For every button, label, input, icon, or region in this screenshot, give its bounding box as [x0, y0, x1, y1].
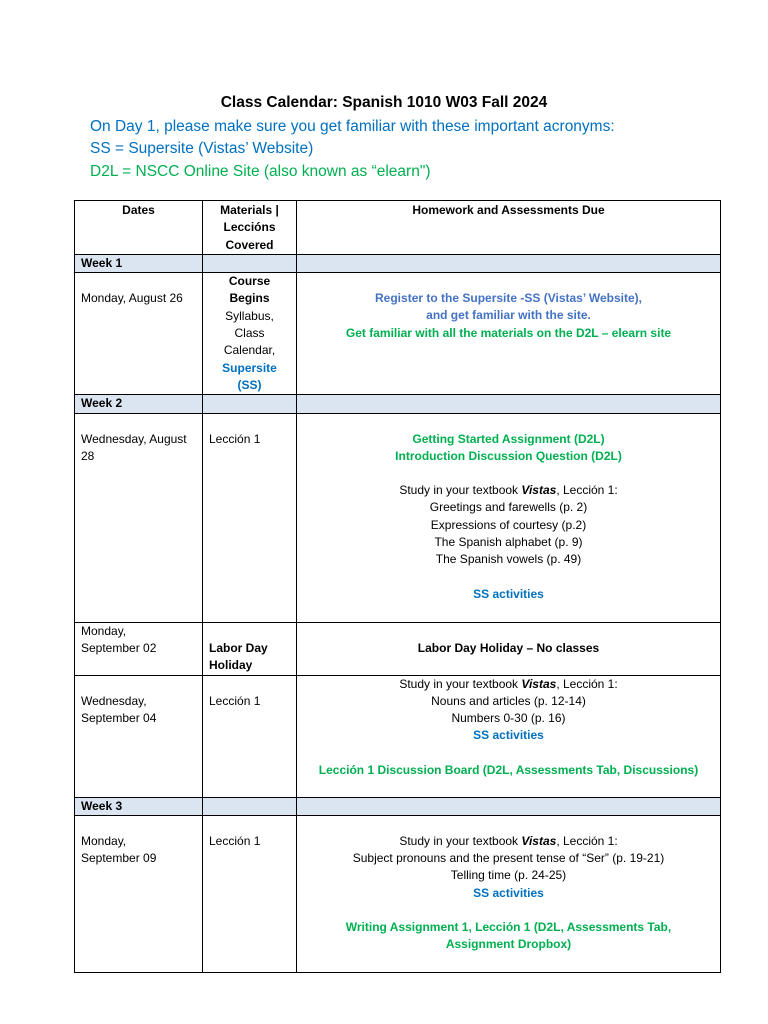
- header-materials-line: Leccións: [223, 220, 276, 235]
- date-text: Wednesday,: [81, 693, 147, 708]
- topic-text: Greetings and farewells (p. 2): [429, 500, 588, 515]
- week-label: Week 2: [75, 395, 203, 413]
- homework-text: Get familiar with all the materials on the D2L – elearn site: [345, 325, 672, 340]
- materials-cell: [203, 413, 297, 622]
- study-text: Study in your textbook: [399, 483, 522, 498]
- header-dates: [75, 201, 203, 255]
- week-label: Week 3: [75, 797, 203, 815]
- homework-text: and get familiar with the site.: [426, 308, 591, 323]
- ss-activities-link[interactable]: SS activities: [473, 728, 544, 743]
- homework-text: Assignment Dropbox): [445, 937, 572, 952]
- header-materials-line: Covered: [225, 237, 274, 252]
- date-cell: [75, 413, 203, 622]
- materials-text: Calendar,: [223, 343, 276, 358]
- date-cell: [75, 273, 203, 395]
- header-materials: [203, 201, 297, 255]
- date-cell: [75, 622, 203, 675]
- table-row: [75, 273, 721, 395]
- date-cell: [75, 675, 203, 797]
- study-text: Study in your textbook: [399, 676, 522, 691]
- table-row: [75, 815, 721, 972]
- topic-text: The Spanish vowels (p. 49): [435, 552, 582, 567]
- week-cell-empty: [297, 254, 721, 272]
- study-text: , Lección 1:: [556, 676, 618, 691]
- intro-line-acronyms: On Day 1, please make sure you get familiar with these important acronyms:: [90, 118, 615, 135]
- table-row: [75, 622, 721, 675]
- header-homework-text: Homework and Assessments Due: [412, 203, 605, 217]
- table-header-row: [75, 201, 721, 255]
- homework-cell: [297, 815, 721, 972]
- topic-text: Numbers 0-30 (p. 16): [451, 711, 566, 726]
- materials-text: Labor Day: [209, 640, 268, 655]
- topic-text: Subject pronouns and the present tense of “Ser” (p. 19-21): [352, 851, 665, 866]
- materials-text: Lección 1: [209, 833, 261, 848]
- materials-text: Holiday: [209, 657, 253, 672]
- study-text: Study in your textbook: [399, 833, 522, 848]
- date-text: Wednesday, August: [81, 431, 187, 446]
- study-line: [303, 833, 714, 850]
- study-text: , Lección 1:: [556, 483, 618, 498]
- textbook-title: Vistas: [521, 833, 557, 848]
- header-materials-line: Materials |: [220, 203, 279, 217]
- week-cell-empty: [203, 395, 297, 413]
- homework-text: Introduction Discussion Question (D2L): [395, 448, 622, 463]
- week-row-3: [75, 797, 721, 815]
- study-text: , Lección 1:: [556, 833, 618, 848]
- week-row-1: [75, 254, 721, 272]
- date-text: September 09: [81, 851, 157, 866]
- homework-cell: [297, 622, 721, 675]
- class-calendar-table: [74, 200, 721, 973]
- date-text: September 04: [81, 710, 157, 725]
- homework-cell: [297, 675, 721, 797]
- week-cell-empty: [203, 797, 297, 815]
- materials-cell: [203, 273, 297, 395]
- homework-text: Register to the Supersite -SS (Vistas’ Website),: [375, 291, 642, 306]
- materials-text: Lección 1: [209, 431, 261, 446]
- table-row: [75, 675, 721, 797]
- date-text: September 02: [81, 640, 157, 655]
- page-title: Class Calendar: Spanish 1010 W03 Fall 2024: [220, 94, 548, 111]
- header-homework: [297, 201, 721, 255]
- intro-line-supersite: SS = Supersite (Vistas’ Website): [90, 140, 314, 157]
- topic-text: Telling time (p. 24-25): [450, 868, 567, 883]
- homework-text: Writing Assignment 1, Lección 1 (D2L, Assessments Tab,: [345, 920, 672, 935]
- materials-cell: [203, 622, 297, 675]
- topic-text: Expressions of courtesy (p.2): [430, 517, 587, 532]
- homework-text: Labor Day Holiday – No classes: [417, 640, 600, 655]
- week-row-2: [75, 395, 721, 413]
- homework-text: Lección 1 Discussion Board (D2L, Assessments Tab, Discussions): [318, 762, 699, 777]
- study-line: [303, 676, 714, 693]
- ss-activities-link[interactable]: SS activities: [473, 586, 544, 601]
- supersite-link[interactable]: Supersite (SS): [222, 360, 277, 392]
- homework-cell: [297, 273, 721, 395]
- course-begins-label: Course Begins: [228, 274, 271, 306]
- homework-text: Getting Started Assignment (D2L): [412, 431, 605, 446]
- week-cell-empty: [297, 797, 721, 815]
- materials-cell: [203, 815, 297, 972]
- table-row: [75, 413, 721, 622]
- week-cell-empty: [203, 254, 297, 272]
- materials-text: Syllabus, Class: [225, 308, 274, 341]
- date-text: Monday, August 26: [81, 291, 183, 306]
- homework-cell: [297, 413, 721, 622]
- textbook-title: Vistas: [521, 483, 557, 498]
- date-text: 28: [81, 448, 95, 463]
- materials-cell: [203, 675, 297, 797]
- topic-text: Nouns and articles (p. 12-14): [431, 693, 586, 708]
- topic-text: The Spanish alphabet (p. 9): [434, 535, 583, 550]
- materials-text: Lección 1: [209, 693, 261, 708]
- intro-line-d2l: D2L = NSCC Online Site (also known as “elearn"): [90, 163, 431, 180]
- ss-activities-link[interactable]: SS activities: [473, 885, 544, 900]
- date-cell: [75, 815, 203, 972]
- date-text: Monday,: [81, 833, 127, 848]
- week-label: Week 1: [75, 254, 203, 272]
- study-line: [303, 482, 714, 499]
- week-cell-empty: [297, 395, 721, 413]
- textbook-title: Vistas: [521, 676, 557, 691]
- header-dates-text: Dates: [122, 203, 155, 217]
- date-text: Monday,: [81, 623, 127, 638]
